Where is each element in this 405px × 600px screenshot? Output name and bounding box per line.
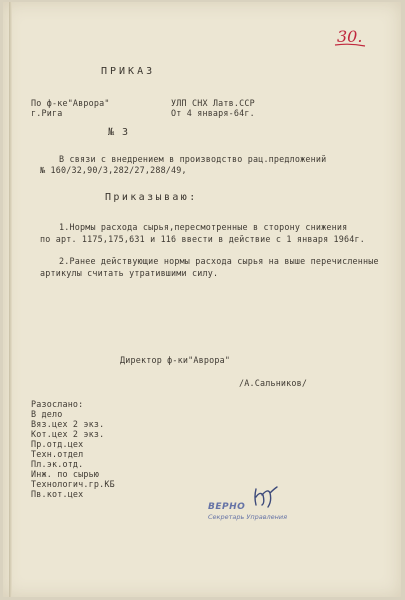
stamp-verno: ВЕРНО [208,502,246,512]
item1-line2: по арт. 1175,175,631 и 116 ввести в действие с 1 января 1964г. [40,234,366,244]
document-title: ПРИКАЗ [101,66,156,77]
header-right-line1: УЛП СНХ Латв.ССР [171,98,255,108]
signatory-position: Директор ф-ки"Аврора" [120,355,231,365]
item1-line1: 1.Нормы расхода сырья,пересмотренные в сторону снижения [59,222,348,232]
preamble-line2: № 160/32,90/3,282/27,288/49, [40,165,187,175]
distribution-item: Пв.кот.цех [31,489,84,499]
distribution-item: Инж. по сырью [31,469,100,479]
header-left-line1: По ф-ке"Аврора" [31,98,110,108]
item2-line1: 2.Ранее действующие нормы расхода сырья на выше перечисленные [59,256,379,266]
signatory-name: /А.Сальников/ [239,378,308,388]
preamble-line1: В связи с внедрением в производство рац.предложений [59,154,327,164]
order-word: Приказываю: [105,192,198,203]
distribution-item: Техн.отдел [31,449,84,459]
stamp-secretary: Секретарь Управления [208,513,288,521]
item2-line2: артикулы считать утратившими силу. [40,268,219,278]
order-number: № 3 [108,127,130,138]
corner-page-number: 30. [337,27,363,46]
distribution-item: В дело [31,409,63,419]
corner-number-underline [333,42,367,48]
header-left-line2: г.Рига [31,108,63,118]
document-page [3,2,401,597]
distribution-item: Вяз.цех 2 экз. [31,419,105,429]
distribution-item: Технологич.гр.КБ [31,479,115,489]
header-right-line2: От 4 января-64г. [171,108,255,118]
distribution-item: Кот.цех 2 экз. [31,429,105,439]
distribution-item: Пр.отд.цех [31,439,84,449]
distribution-heading: Разослано: [31,399,84,409]
page-edge-shadow [9,2,12,597]
handwritten-signature [250,485,280,511]
distribution-item: Пл.эк.отд. [31,459,84,469]
